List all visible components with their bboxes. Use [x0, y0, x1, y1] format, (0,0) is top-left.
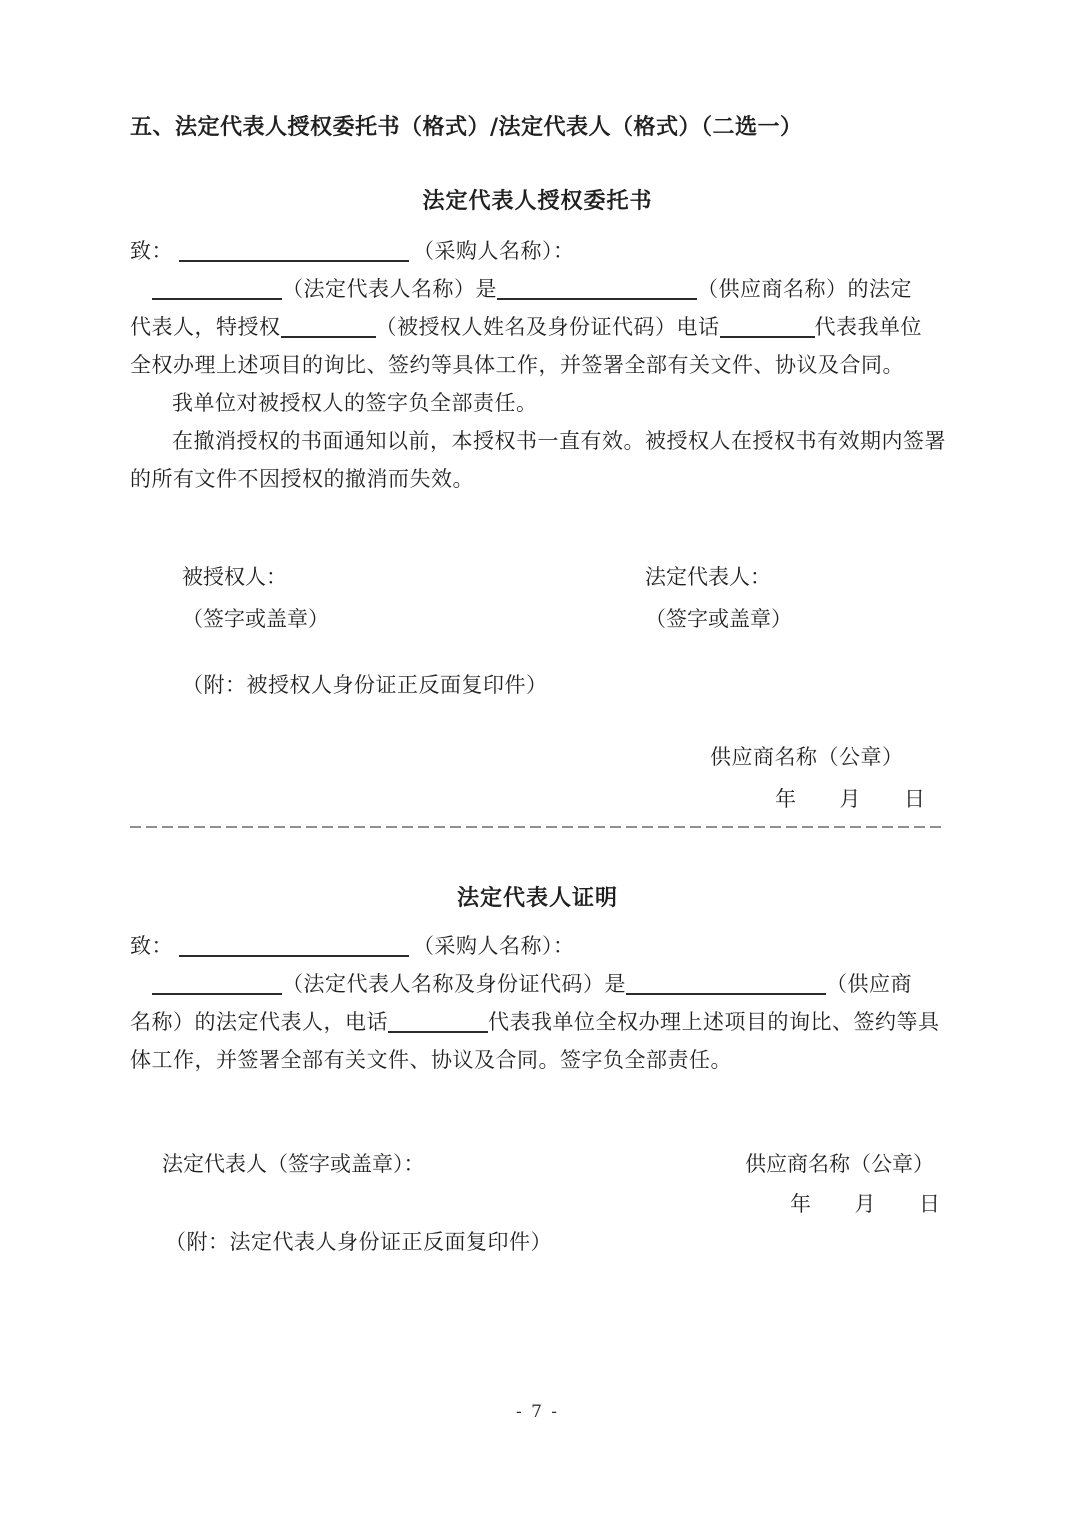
- form2-blank-supplier-name: [626, 993, 826, 995]
- form2-title: 法定代表人证明: [456, 885, 618, 911]
- form1-para3-seg2: 的所有文件不因授权的撤消而失效。: [130, 467, 474, 491]
- form1-para2: [130, 384, 945, 422]
- form1-para1-line3: [130, 346, 945, 384]
- form1-line-to: [130, 232, 945, 270]
- form1-blank-supplier-name: [497, 298, 697, 300]
- form2-para1-line1: [130, 965, 945, 1003]
- form2-para1-seg5: 体工作，并签署全部有关文件、协议及合同。签字负全部责任。: [130, 1048, 732, 1072]
- form1-para1-line1: [130, 270, 945, 308]
- form1-date-text: 年 月 日: [775, 787, 926, 811]
- form2-para1-seg1: （法定代表人名称及身份证代码）是: [282, 972, 626, 996]
- form2-date-text: 年 月 日: [790, 1192, 941, 1216]
- form2-blank-purchaser-name: [179, 955, 409, 957]
- dashed-separator: [130, 826, 945, 829]
- form1-title: 法定代表人授权委托书: [422, 188, 653, 214]
- form1-para1-seg4: （被授权人姓名及身份证代码）电话: [375, 315, 720, 339]
- form1-para3-line1: [130, 422, 945, 460]
- form1-para1-seg6: 全权办理上述项目的询比、签约等具体工作，并签署全部有关文件、协议及合同。: [130, 353, 904, 377]
- form1-blank-legal-rep-name: [152, 298, 282, 300]
- form2-line-to: [130, 927, 945, 965]
- form1-attachment-text: （附：被授权人身份证正反面复印件）: [182, 673, 548, 697]
- form1-blank-authorized-person: [281, 336, 376, 338]
- form1-blank-purchaser-name: [179, 260, 409, 262]
- form1-para3-seg1: 在撤消授权的书面通知以前，本授权书一直有效。被授权人在授权书有效期内签署: [172, 429, 946, 453]
- form1-para2-text: 我单位对被授权人的签字负全部责任。: [172, 391, 538, 415]
- form1-signature-labels-row: [130, 558, 945, 596]
- page-number: - 7 -: [515, 1402, 560, 1422]
- form2-para1-seg3: 名称）的法定代表人，电话: [130, 1010, 388, 1034]
- form2-para1-seg2: （供应商: [826, 972, 912, 996]
- form1-attachment-note: [130, 666, 945, 704]
- form2-blank-phone: [388, 1031, 488, 1033]
- form1-authorized-person-sub: （签字或盖章）: [182, 607, 329, 631]
- section-title: 五、法定代表人授权委托书（格式）/法定代表人（格式）（二选一）: [130, 114, 803, 140]
- form2-to-hint: （采购人名称）：: [413, 934, 575, 958]
- form1-legal-rep-label: 法定代表人：: [645, 565, 771, 589]
- form1-para1-seg3: 代表人，特授权: [130, 315, 281, 339]
- form2-para1-line3: [130, 1041, 945, 1079]
- form1-para1-seg5: 代表我单位: [814, 315, 922, 339]
- form1-to-hint: （采购人名称）：: [413, 239, 575, 263]
- form1-legal-rep-sub: （签字或盖章）: [645, 607, 792, 631]
- form1-date-line: [130, 780, 945, 818]
- form1-blank-phone: [720, 336, 815, 338]
- form1-para1-line2: [130, 308, 945, 346]
- form1-para3-line2: [130, 460, 945, 498]
- form2-para1-line2: [130, 1003, 945, 1041]
- form2-attachment-text: （附：法定代表人身份证正反面复印件）: [165, 1230, 552, 1254]
- form1-authorized-person-label: 被授权人：: [182, 565, 287, 589]
- form2-legal-rep-label: 法定代表人（签字或盖章）：: [162, 1152, 425, 1176]
- form1-company-seal-line: [130, 738, 945, 776]
- form1-to-label: 致：: [130, 239, 173, 263]
- form2-blank-legal-rep-name: [152, 993, 282, 995]
- form1-para1-seg1: （法定代表人名称）是: [282, 277, 497, 301]
- form2-signature-row: [130, 1145, 945, 1183]
- form2-date-line: [130, 1185, 945, 1223]
- form1-para1-seg2: （供应商名称）的法定: [697, 277, 912, 301]
- form2-para1-seg4: 代表我单位全权办理上述项目的询比、签约等具: [488, 1010, 940, 1034]
- form1-signature-hints-row: [130, 600, 945, 638]
- form2-company-seal-text: 供应商名称（公章）: [745, 1152, 934, 1176]
- form2-attachment-note: [130, 1223, 945, 1261]
- form1-company-seal-text: 供应商名称（公章）: [710, 745, 904, 769]
- form2-to-label: 致：: [130, 934, 173, 958]
